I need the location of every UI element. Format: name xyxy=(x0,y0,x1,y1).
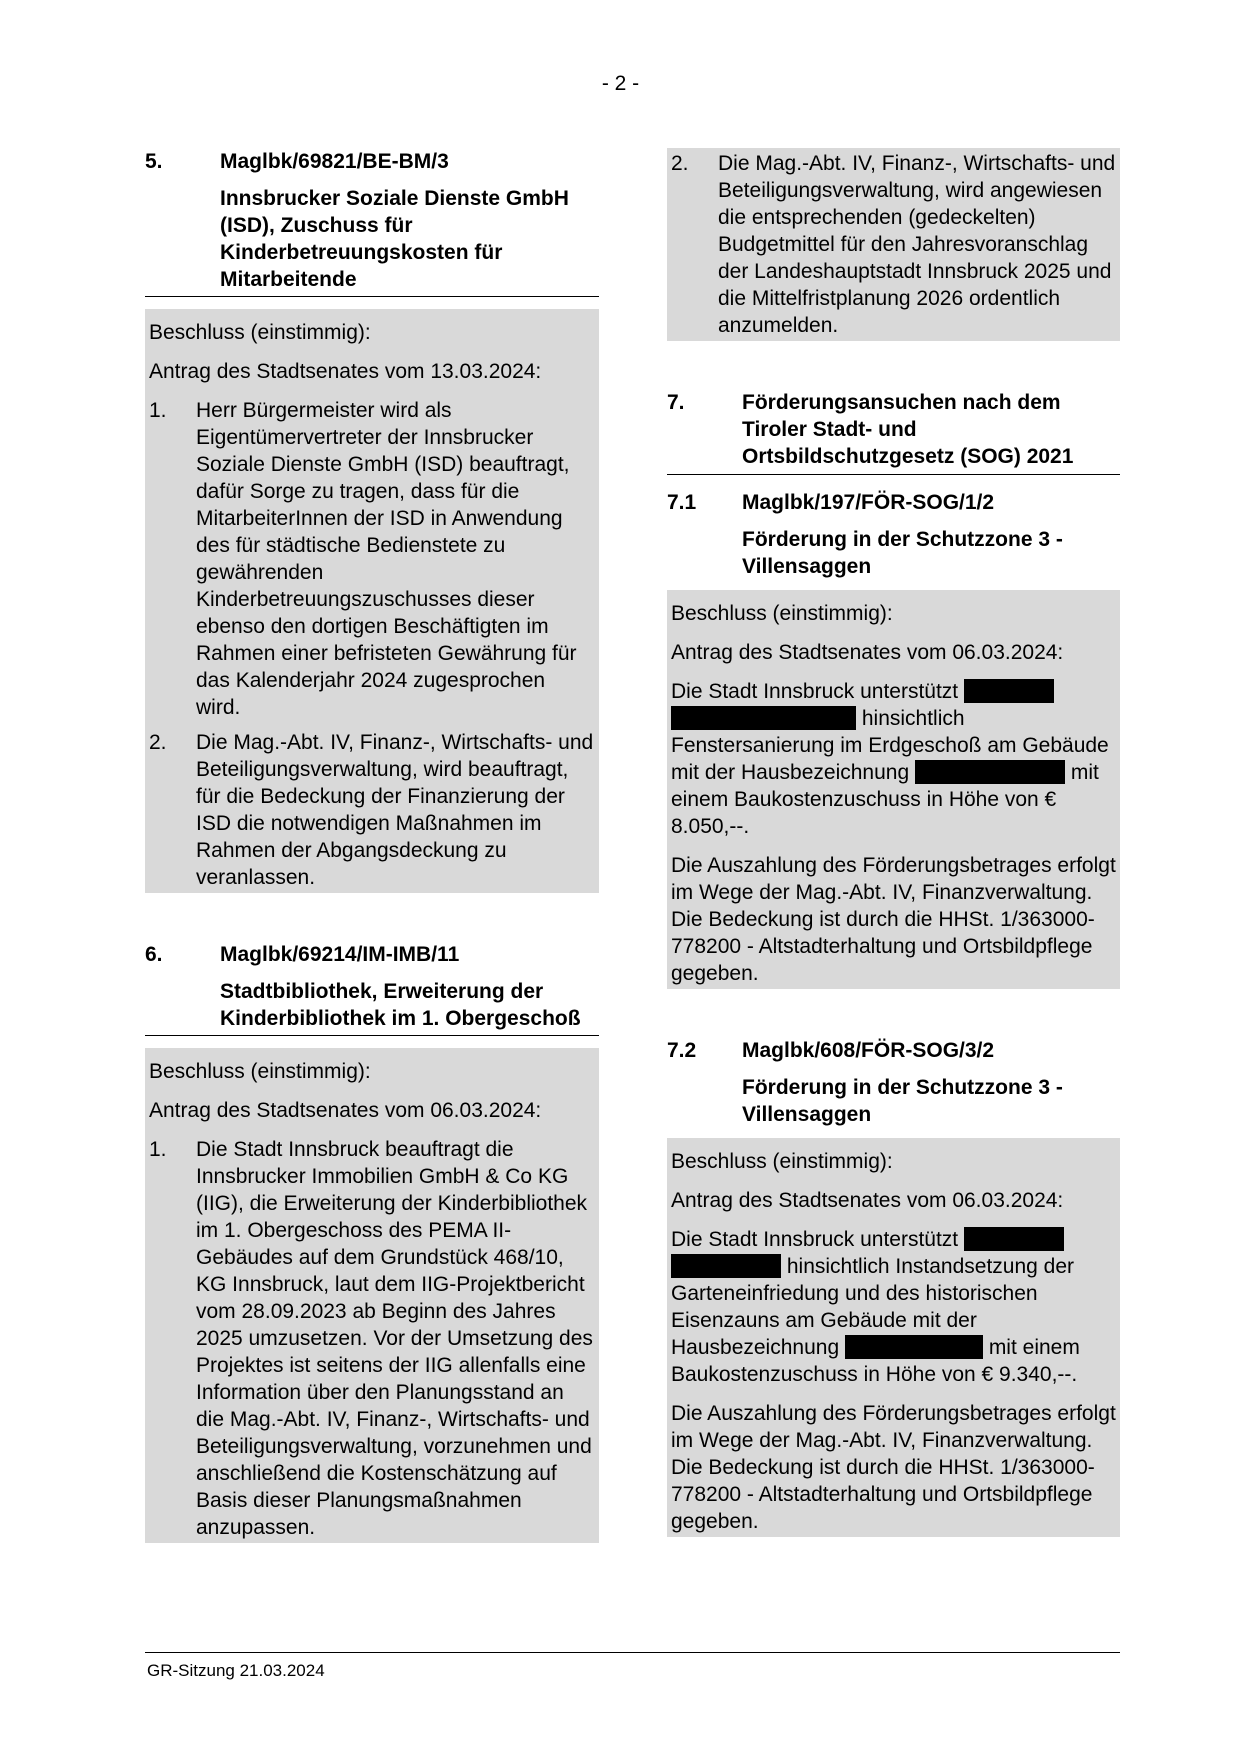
item-number: 7.2 xyxy=(667,1039,697,1062)
list-number: 1. xyxy=(149,1138,167,1161)
resolution-block xyxy=(145,1048,599,1543)
motion-label: Antrag des Stadtsenates vom 13.03.2024: xyxy=(149,360,542,383)
right-column xyxy=(667,148,1120,1537)
list-number: 2. xyxy=(149,731,167,754)
item-reference: Maglbk/69214/IM-IMB/11 xyxy=(220,943,460,966)
item-title: Förderung in der Schutzzone 3 - Villensaggen xyxy=(742,1076,1063,1126)
divider xyxy=(667,474,1120,475)
item-reference: Maglbk/69821/BE-BM/3 xyxy=(220,150,449,173)
payment-text: Die Auszahlung des Förderungsbetrages erfolgt im Wege der Mag.-Abt. IV, Finanzverwaltung. Die Bedeckung ist durch die HHSt. 1/363000-778200 - Altstadterhaltung und Ortsbildpflege gegeben. xyxy=(671,1402,1116,1533)
item-number: 5. xyxy=(145,150,163,173)
motion-label: Antrag des Stadtsenates vom 06.03.2024: xyxy=(149,1099,542,1122)
agenda-item-7-1 xyxy=(667,489,1120,989)
payment-text: Die Auszahlung des Förderungsbetrages erfolgt im Wege der Mag.-Abt. IV, Finanzverwaltung. Die Bedeckung ist durch die HHSt. 1/363000-778200 - Altstadterhaltung und Ortsbildpflege gegeben. xyxy=(671,854,1116,985)
resolution-label: Beschluss (einstimmig): xyxy=(671,602,893,625)
item-reference: Maglbk/197/FÖR-SOG/1/2 xyxy=(742,491,995,514)
list-item xyxy=(671,150,1116,339)
agenda-item-7-2 xyxy=(667,1037,1120,1537)
page-number: - 2 - xyxy=(601,72,640,95)
redaction-bar xyxy=(964,1227,1064,1251)
redaction-bar xyxy=(671,706,856,730)
list-number: 2. xyxy=(671,152,689,175)
item-number: 7.1 xyxy=(667,491,697,514)
list-item xyxy=(149,397,595,721)
motion-label: Antrag des Stadtsenates vom 06.03.2024: xyxy=(671,641,1064,664)
redaction-bar xyxy=(845,1335,983,1359)
item-number: 6. xyxy=(145,943,163,966)
list-text: Herr Bürgermeister wird als Eigentümervertreter der Innsbrucker Soziale Dienste GmbH (ISD) beauftragt, dafür Sorge zu tragen, dass für die MitarbeiterInnen der ISD in Anwendung des für städtische Bedienstete zu gewährenden Kinderbetreuungszuschusses dieser ebenso den dortigen Beschäftigten im Rahmen einer befristeten Gewährung für das Kalenderjahr 2024 zugesprochen wird. xyxy=(196,399,577,719)
motion-text-part: mit einem Baukostenzuschuss in Höhe von € 9.340,--. xyxy=(671,1336,1080,1386)
item-title: Förderung in der Schutzzone 3 - Villensaggen xyxy=(742,528,1063,578)
redaction-bar xyxy=(964,679,1054,703)
resolution-block xyxy=(145,309,599,893)
redaction-bar xyxy=(915,760,1065,784)
list-number: 1. xyxy=(149,399,167,422)
item-title: Stadtbibliothek, Erweiterung der Kinderbibliothek im 1. Obergeschoß xyxy=(220,980,581,1030)
agenda-item-6 xyxy=(145,941,599,1543)
motion-text-part: Die Stadt Innsbruck unterstützt xyxy=(671,680,959,703)
motion-text xyxy=(671,1226,1116,1388)
list-text: Die Mag.-Abt. IV, Finanz-, Wirtschafts- und Beteiligungsverwaltung, wird beauftragt, für die Bedeckung der Finanzierung der ISD die notwendigen Maßnahmen im Rahmen der Abgangsdeckung zu veranlassen. xyxy=(196,731,594,889)
resolution-label: Beschluss (einstimmig): xyxy=(149,1060,371,1083)
list-text: Die Stadt Innsbruck beauftragt die Innsbrucker Immobilien GmbH & Co KG (IIG), die Erweiterung der Kinderbibliothek im 1. Obergeschoss des PEMA II-Gebäudes auf dem Grundstück 468/10, KG Innsbruck, laut dem IIG-Projektbericht vom 28.09.2023 ab Beginn des Jahres 2025 umzusetzen. Vor der Umsetzung des Projektes ist seitens der IIG allenfalls eine Information über den Planungsstand an die Mag.-Abt. IV, Finanz-, Wirtschafts- und Beteiligungsverwaltung, vorzunehmen und anschließend die Kostenschätzung auf Basis dieser Planungsmaßnahmen anzupassen. xyxy=(196,1138,593,1539)
motion-label: Antrag des Stadtsenates vom 06.03.2024: xyxy=(671,1189,1064,1212)
agenda-item-7 xyxy=(667,389,1120,475)
motion-text-part: hinsichtlich Instandsetzung der Garteneinfriedung und des historischen Eisenzauns am Gebäude mit der Hausbezeichnung xyxy=(671,1255,1075,1359)
agenda-item-5 xyxy=(145,148,599,893)
divider xyxy=(145,1035,599,1036)
resolution-block xyxy=(667,1138,1120,1537)
motion-text-part: mit einem Baukostenzuschuss in Höhe von € 8.050,--. xyxy=(671,761,1099,838)
divider xyxy=(145,296,599,297)
resolution-label: Beschluss (einstimmig): xyxy=(671,1150,893,1173)
item-title: Förderungsansuchen nach dem Tiroler Stadt- und Ortsbildschutzgesetz (SOG) 2021 xyxy=(742,391,1074,468)
item-number: 7. xyxy=(667,391,685,414)
list-item xyxy=(149,729,595,891)
left-column xyxy=(145,148,599,1543)
motion-text-part: hinsichtlich Fenstersanierung im Erdgeschoß am Gebäude mit der Hausbezeichnung xyxy=(671,707,1109,784)
motion-text xyxy=(671,678,1116,840)
resolution-label: Beschluss (einstimmig): xyxy=(149,321,371,344)
resolution-block-continued xyxy=(667,148,1120,341)
resolution-block xyxy=(667,590,1120,989)
redaction-bar xyxy=(671,1254,781,1278)
item-title: Innsbrucker Soziale Dienste GmbH (ISD), Zuschuss für Kinderbetreuungskosten für Mitarbeitende xyxy=(220,187,569,291)
footer-divider xyxy=(145,1652,1120,1653)
list-text: Die Mag.-Abt. IV, Finanz-, Wirtschafts- und Beteiligungsverwaltung, wird angewiesen die entsprechenden (gedeckelten) Budgetmittel für den Jahresvoranschlag der Landeshauptstadt Innsbruck 2025 und die Mittelfristplanung 2026 ordentlich anzumelden. xyxy=(718,152,1116,337)
motion-text-part: Die Stadt Innsbruck unterstützt xyxy=(671,1228,959,1251)
item-reference: Maglbk/608/FÖR-SOG/3/2 xyxy=(742,1039,995,1062)
list-item xyxy=(149,1136,595,1541)
footer-text: GR-Sitzung 21.03.2024 xyxy=(147,1661,325,1680)
